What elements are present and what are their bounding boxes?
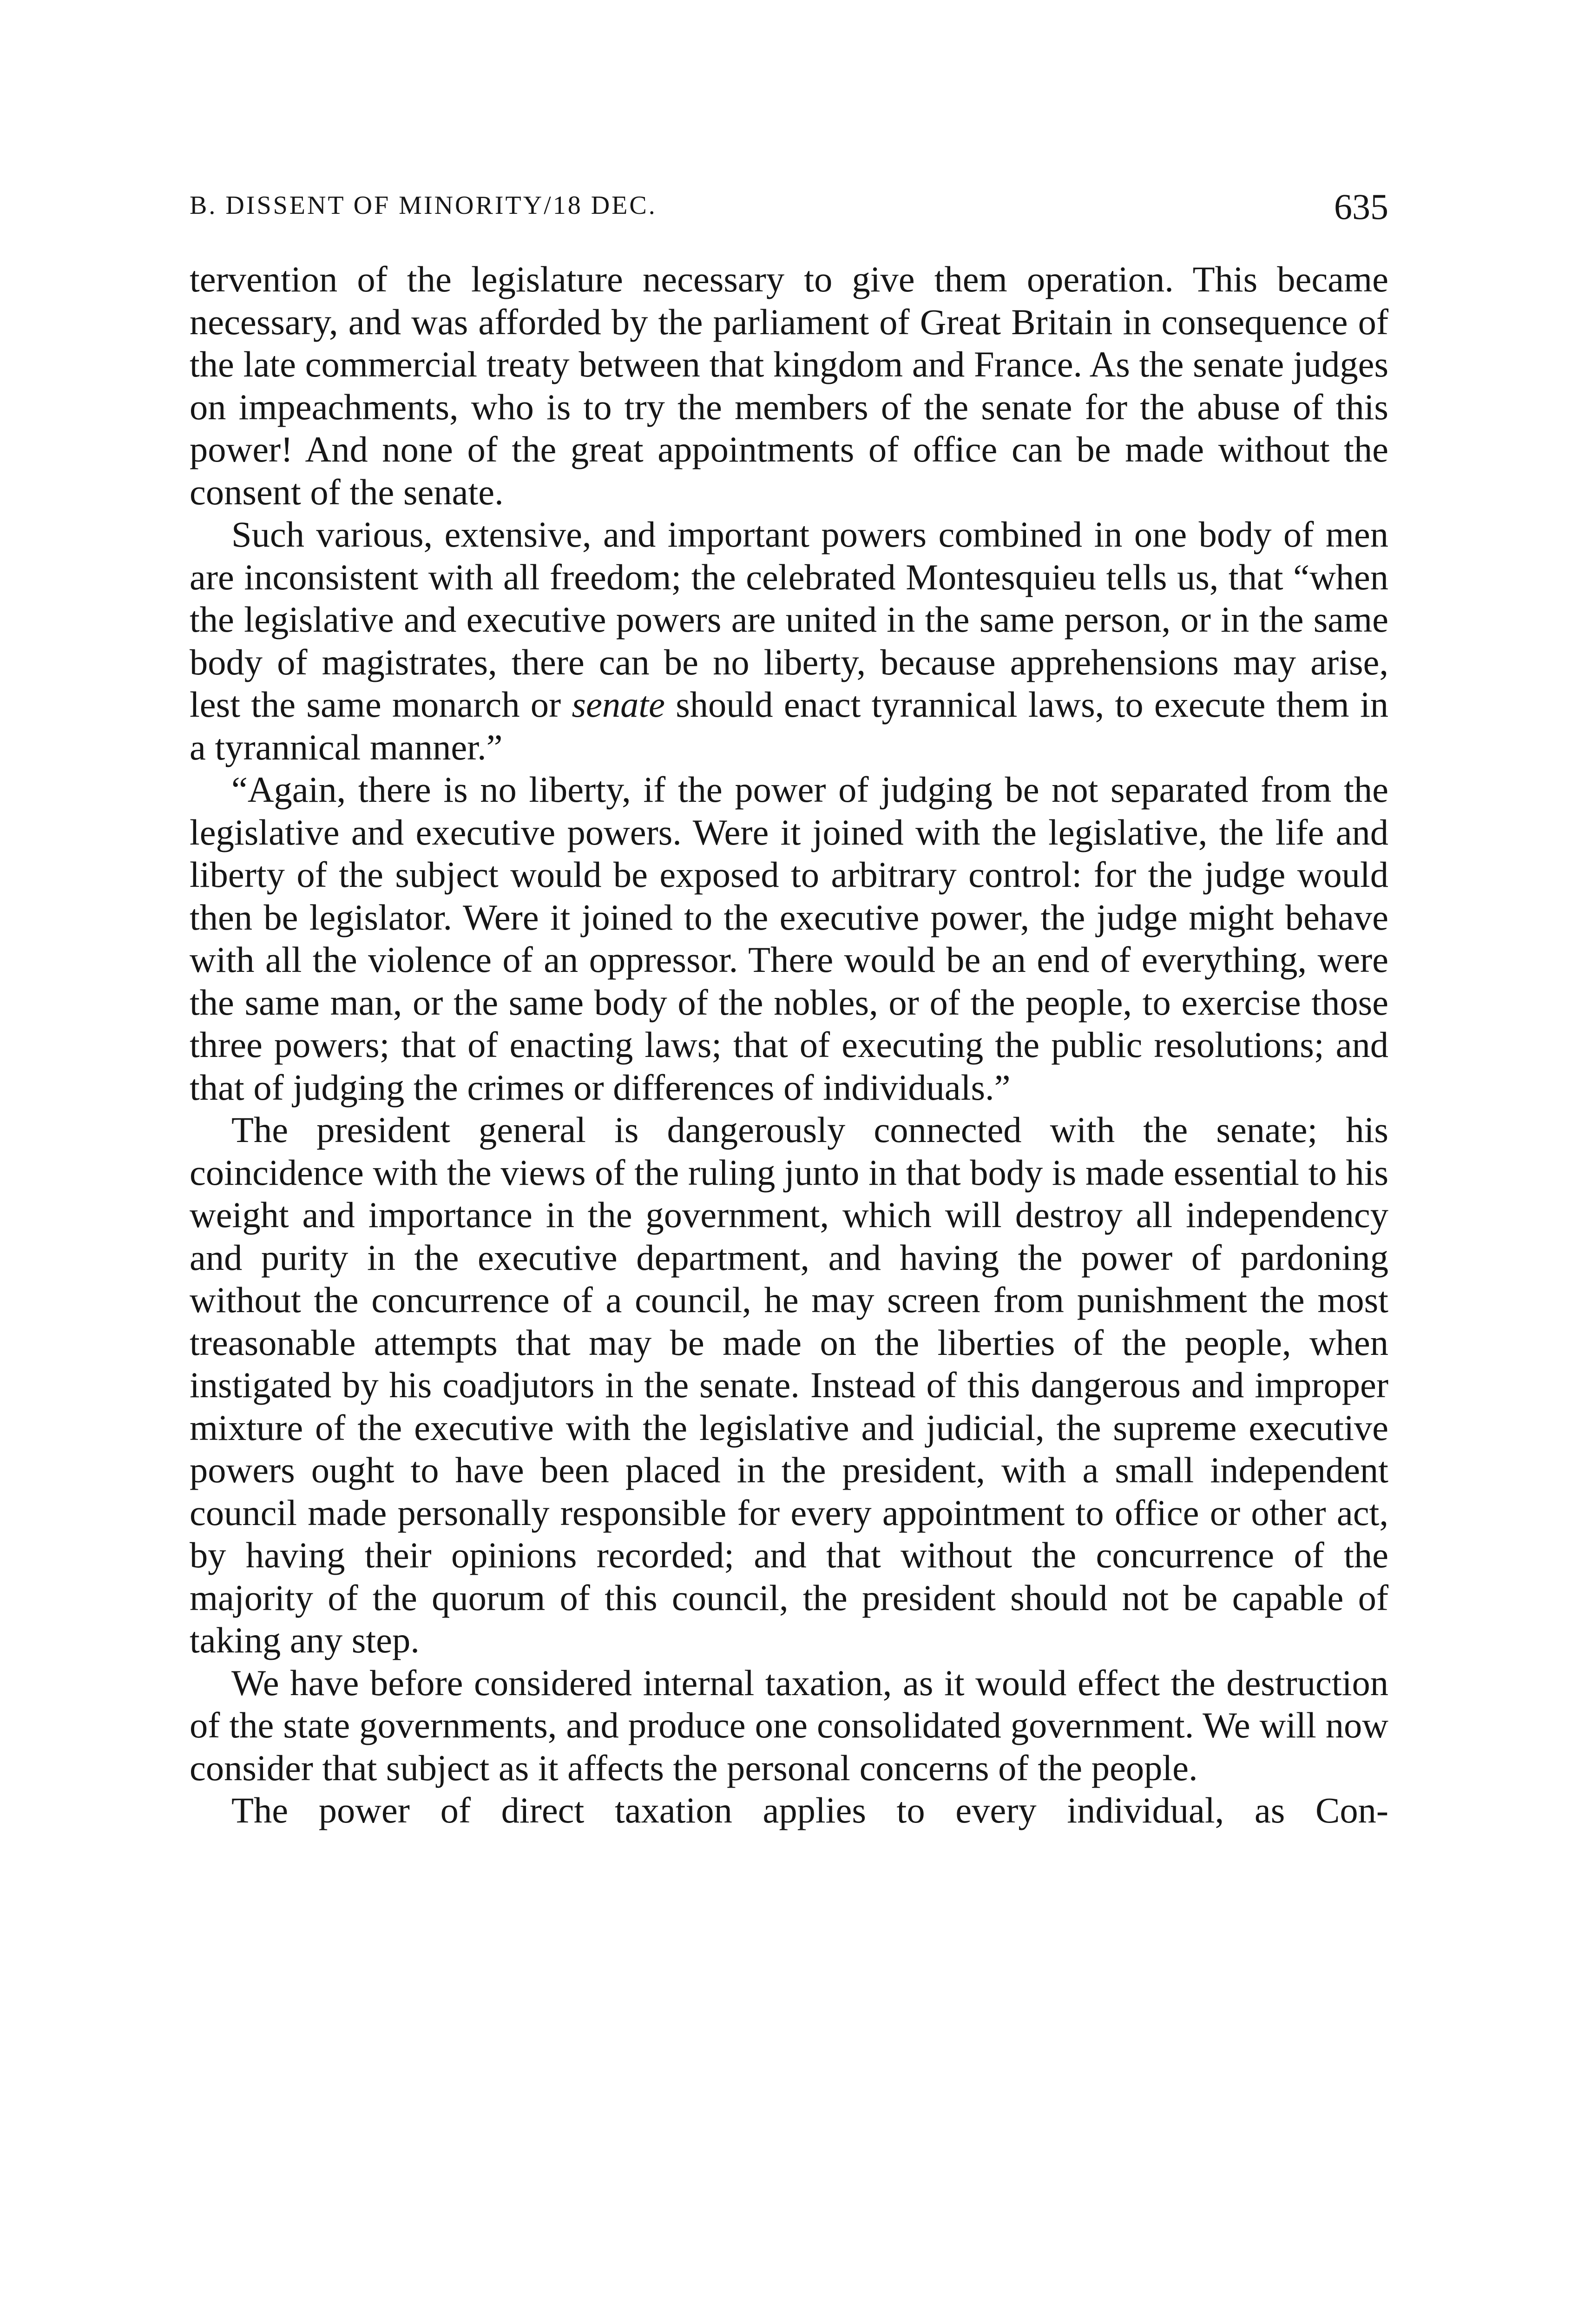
paragraph-3: “Again, there is no liberty, if the power of judging be not separated from the legislative and executive powers. Were it joined with the legislative, the life and liberty of the subject would be exposed to arbitrary control: for the judge would then be legislator. Were it joined to the executive power, the judge might behave with all the violence of an oppressor. There would be an end of everything, were the same man, or the same body of the nobles, or of the people, to exercise those three powers; that of enacting laws; that of executing the public resolutions; and that of judging the crimes or differences of individuals.” xyxy=(190,769,1388,1108)
emphasis-senate: senate xyxy=(572,684,665,725)
paragraph-1: tervention of the legislature necessary to give them operation. This became necessary, and was afforded by the parliament of Great Britain in consequence of the late commercial treaty between that kingdom and France. As the senate judges on impeachments, who is to try the members of the senate for the abuse of this power! And none of the great appointments of office can be made without the consent of the senate. xyxy=(190,259,1388,512)
paragraph-2-text: Such various, extensive, and important powers combined in one body of men are inconsistent with all freedom; the celebrated Montesquieu tells us, that “when the legislative and executive powers are united in the same person, or in the same body of magistrates, there can be no liberty, because apprehensions may arise, lest the same monarch or xyxy=(190,514,1388,725)
running-head: B. DISSENT OF MINORITY/18 DEC. xyxy=(190,191,657,220)
paragraph-6: The power of direct taxation applies to every individual, as Con- xyxy=(231,1790,1388,1830)
page-header xyxy=(190,186,1388,237)
page-number: 635 xyxy=(1334,186,1388,227)
body-text xyxy=(190,258,1388,1832)
paragraph-2 xyxy=(190,513,1388,768)
paragraph-2-end: should enact tyrannical laws, to execute them in a tyrannical manner.” xyxy=(190,684,1388,767)
paragraph-4: The president general is dangerously connected with the senate; his coincidence with the views of the ruling junto in that body is made essential to his weight and importance in the government, which will destroy all independency and purity in the executive department, and having the power of pardoning without the concurrence of a council, he may screen from punishment the most treasonable attempts that may be made on the liberties of the people, when instigated by his coadjutors in the senate. Instead of this dangerous and improper mixture of the executive with the legislative and judicial, the supreme executive powers ought to have been placed in the president, with a small independent council made personally responsible for every appointment to office or other act, by having their opinions recorded; and that without the concurrence of the majority of the quorum of this council, the president should not be capable of taking any step. xyxy=(190,1109,1388,1660)
paragraph-5: We have before considered internal taxation, as it would effect the destruction of the state governments, and produce one consolidated government. We will now consider that subject as it affects the personal concerns of the people. xyxy=(190,1662,1388,1788)
